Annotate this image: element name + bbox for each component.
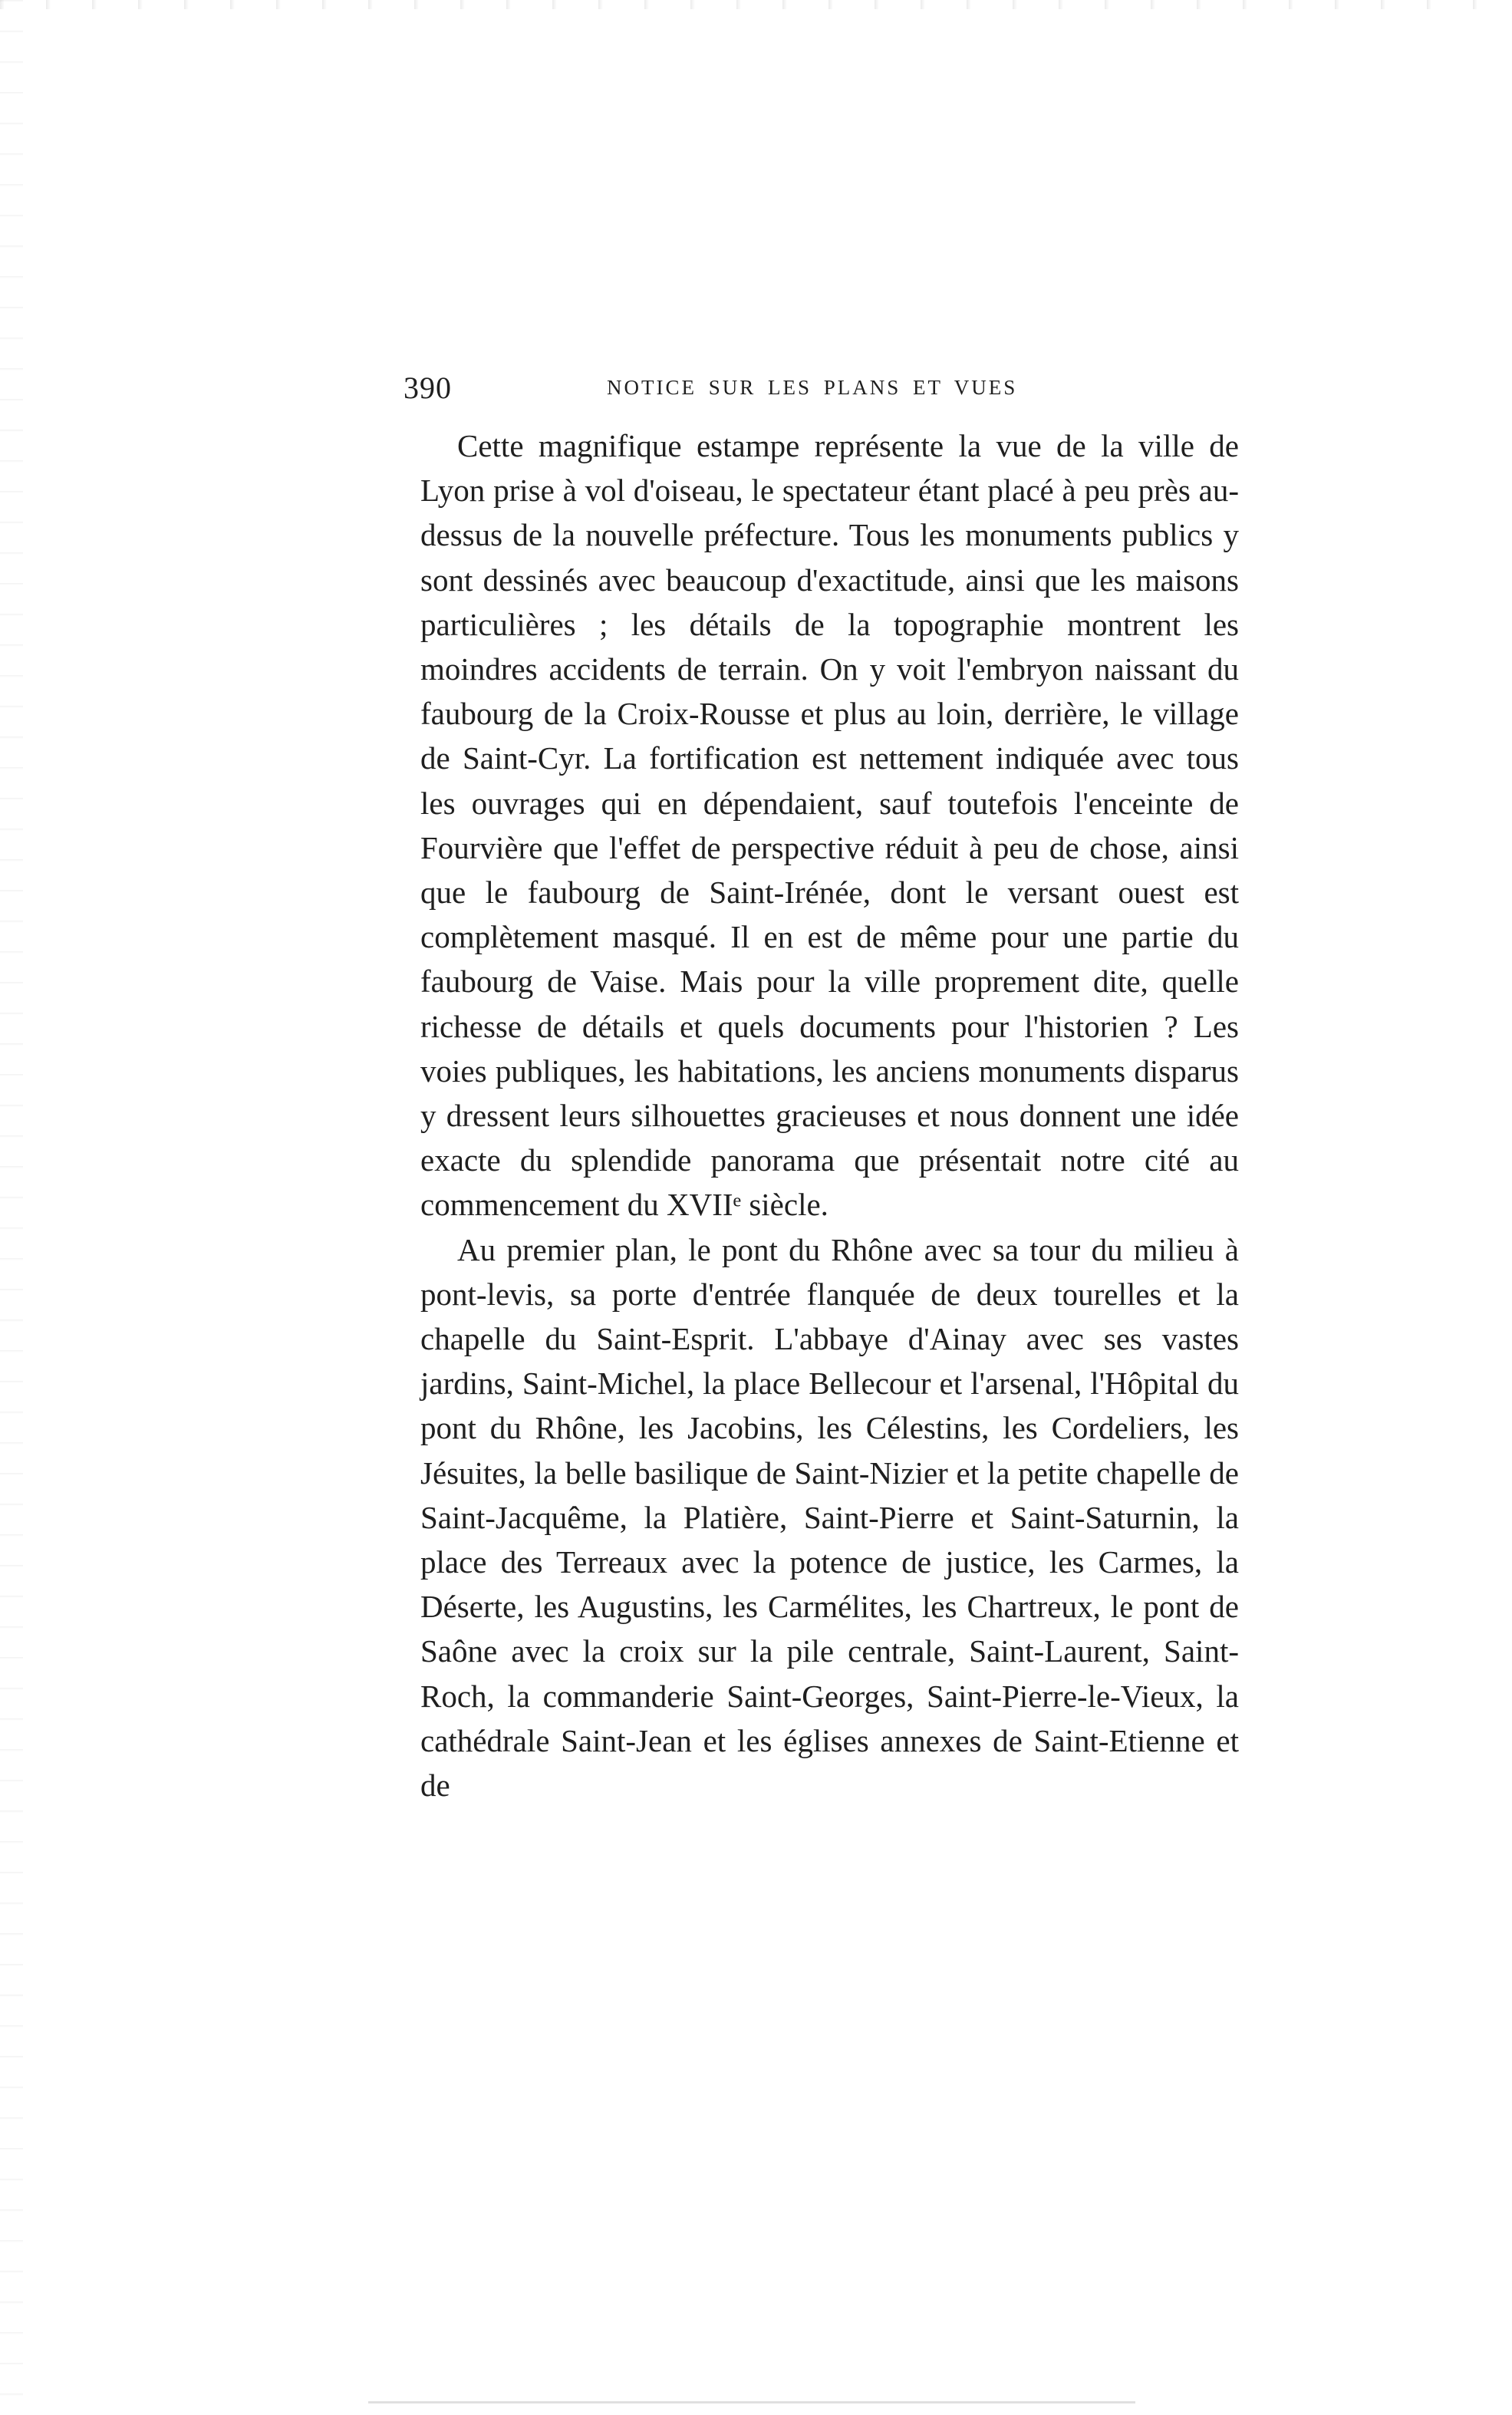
running-head <box>404 370 1247 416</box>
scan-bottom-rule <box>368 2401 1135 2403</box>
page-number: 390 <box>404 371 452 405</box>
paragraph-1: Cette magnifique estampe représente la vue de la ville de Lyon prise à vol d'oiseau, le spectateur étant placé à peu près au-dessus de la nouvelle préfecture. Tous les monuments publics y sont dessinés avec beaucoup d'exactitude, ainsi que les maisons particulières ; les détails de la topographie montrent les moindres accidents de terrain. On y voit l'embryon naissant du faubourg de la Croix-Rousse et plus au loin, derrière, le village de Saint-Cyr. La fortification est nettement indiquée avec tous les ouvrages qui en dépendaient, sauf toutefois l'enceinte de Fourvière que l'effet de perspective réduit à peu de chose, ainsi que le faubourg de Saint-Irénée, dont le versant ouest est complètement masqué. Il en est de même pour une partie du faubourg de Vaise. Mais pour la ville proprement dite, quelle richesse de détails et quels documents pour l'historien ? Les voies publiques, les habitations, les anciens monuments disparus y dressent leurs silhouettes gracieuses et nous donnent une idée exacte du splendide panorama que présentait notre cité au commencement du XVIIᵉ siècle. <box>420 428 1239 1223</box>
running-title: NOTICE SUR LES PLANS ET VUES <box>607 376 1018 399</box>
scan-edge-noise <box>0 0 23 2415</box>
scan-top-noise <box>0 0 1512 9</box>
body-text <box>420 423 1239 1807</box>
paragraph-2: Au premier plan, le pont du Rhône avec sa tour du milieu à pont-levis, sa porte d'entrée flanquée de deux tourelles et la chapelle du Saint-Esprit. L'abbaye d'Ainay avec ses vastes jardins, Saint-Michel, la place Bellecour et l'arsenal, l'Hôpital du pont du Rhône, les Jacobins, les Célestins, les Cordeliers, les Jésuites, la belle basilique de Saint-Nizier et la petite chapelle de Saint-Jacquême, la Platière, Saint-Pierre et Saint-Saturnin, la place des Terreaux avec la potence de justice, les Carmes, la Déserte, les Augustins, les Carmélites, les Chartreux, le pont de Saône avec la croix sur la pile centrale, Saint-Laurent, Saint-Roch, la commanderie Saint-Georges, Saint-Pierre-le-Vieux, la cathédrale Saint-Jean et les églises annexes de Saint-Etienne et de <box>420 1231 1239 1804</box>
